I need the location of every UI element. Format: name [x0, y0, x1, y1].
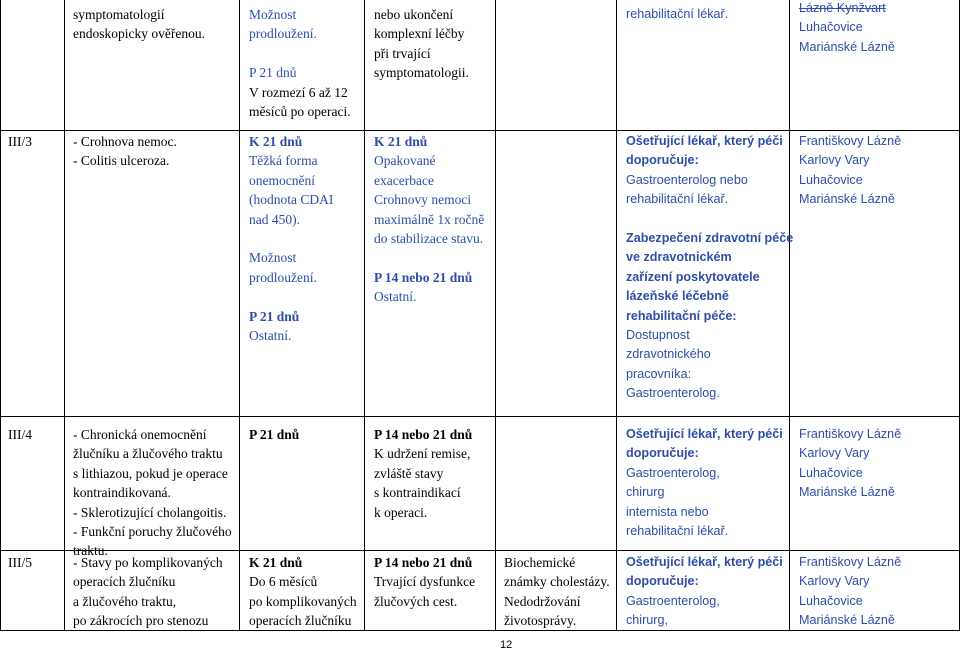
spacer	[249, 229, 333, 248]
iii5-indication-cell	[374, 553, 475, 611]
text-line: prodloužení.	[249, 269, 317, 285]
text-line: doporučuje:	[626, 574, 699, 589]
text-line: pracovníka:	[626, 366, 692, 381]
text-line: známky cholestázy.	[504, 574, 610, 590]
row-code-iii5: III/5	[8, 555, 32, 570]
text-line: P 21 dnů	[249, 427, 300, 442]
text-line: žlučových cest.	[374, 593, 458, 609]
text-line: Nedodržování	[504, 593, 581, 609]
text-line: (hodnota CDAI	[249, 192, 334, 208]
iii4-indication-cell	[374, 425, 472, 522]
text-line: Ošetřující lékař, který péči	[626, 555, 783, 569]
text-line: operacích žlučníku	[73, 574, 176, 590]
top-recommender-cell	[626, 5, 728, 24]
text-line: lázeňské léčebně	[626, 289, 729, 304]
text-line: Možnost	[249, 250, 297, 266]
text-line: nebo ukončení	[374, 7, 454, 22]
text-line: a žlučového traktu,	[73, 593, 177, 609]
text-line: žlučníku a žlučového traktu	[73, 446, 223, 462]
iii3-recommender-cell	[626, 132, 793, 404]
text-line: při trvající	[374, 45, 431, 61]
text-line: rehabilitační lékař.	[626, 524, 729, 539]
text-line: Luhačovice	[799, 593, 863, 608]
iii3-duration-cell	[249, 132, 333, 345]
text-line: po zákrocích pro stenozu	[73, 613, 209, 629]
text-line: onemocnění	[249, 172, 315, 188]
text-line: zvláště stavy	[374, 465, 444, 481]
text-line: Luhačovice	[799, 20, 863, 35]
iii5-contraindication-cell	[504, 553, 610, 631]
top-spa-cell	[799, 0, 895, 57]
text-line: internista nebo	[626, 504, 709, 519]
text-line: životosprávy.	[504, 613, 577, 629]
text-line: ve zdravotnickém	[626, 250, 732, 265]
iii4-recommender-cell	[626, 425, 783, 541]
column-divider	[239, 0, 240, 631]
text-line: Ostatní.	[249, 328, 292, 344]
text-line: Dostupnost	[626, 328, 690, 343]
row-divider	[0, 130, 960, 131]
text-line: P 21 dnů	[249, 308, 300, 324]
spacer	[374, 248, 484, 267]
text-line: Mariánské Lázně	[799, 192, 895, 207]
iii4-spa-cell	[799, 425, 901, 503]
text-line: Františkovy Lázně	[799, 555, 902, 569]
top-indication-cell	[374, 5, 469, 83]
text-line: Opakované	[374, 153, 436, 169]
text-line: chirurg,	[626, 613, 668, 628]
spacer	[249, 44, 351, 63]
table-border-left	[0, 0, 1, 631]
text-line: s lithiazou, pokud je operace	[73, 465, 228, 481]
text-line: - Stavy po komplikovaných	[73, 555, 223, 570]
text-line: - Chronická onemocnění	[73, 427, 207, 442]
text-line: Luhačovice	[799, 172, 863, 187]
text-line: K 21 dnů	[249, 134, 303, 149]
iii5-diagnosis-cell	[73, 553, 223, 631]
text-line: s kontraindikací	[374, 485, 461, 501]
text-line: maximálně 1x ročně	[374, 211, 485, 227]
text-line: měsíců po operaci.	[249, 104, 351, 120]
column-divider	[616, 0, 617, 631]
text-line: Zabezpečení zdravotní péče	[626, 231, 794, 246]
text-line: Mariánské Lázně	[799, 39, 895, 54]
iii4-diagnosis-cell	[73, 425, 232, 561]
text-line: symptomatologii.	[374, 65, 469, 81]
iii4-duration-cell	[249, 425, 299, 444]
page-number: 12	[500, 639, 513, 651]
text-line: Gastroenterolog nebo	[626, 172, 748, 187]
text-line: exacerbace	[374, 172, 434, 188]
text-line: Františkovy Lázně	[799, 427, 902, 441]
iii5-duration-cell	[249, 553, 357, 631]
text-line: Gastroenterolog,	[626, 465, 720, 480]
text-line: nad 450).	[249, 211, 300, 227]
text-line: Mariánské Lázně	[799, 485, 895, 500]
text-line: kontraindikovaná.	[73, 485, 171, 501]
iii3-indication-cell	[374, 132, 484, 307]
text-line: doporučuje:	[626, 446, 699, 461]
text-line: P 21 dnů	[249, 65, 297, 81]
text-line: K udržení remise,	[374, 446, 471, 462]
text-line: P 14 nebo 21 dnů	[374, 427, 473, 442]
column-divider	[495, 0, 496, 631]
row-code-iii3: III/3	[8, 134, 32, 149]
text-line: Mariánské Lázně	[799, 613, 895, 628]
spacer	[626, 210, 793, 229]
text-line: traktu.	[73, 543, 108, 559]
spacer	[249, 287, 333, 306]
text-line: prodloužení.	[249, 26, 317, 42]
text-line: P 14 nebo 21 dnů	[374, 269, 473, 285]
column-divider	[64, 0, 65, 631]
iii3-diagnosis-cell	[73, 132, 177, 171]
text-line: Ošetřující lékař, který péči	[626, 134, 783, 148]
text-line: V rozmezí 6 až 12	[249, 84, 348, 100]
text-line: rehabilitační lékař.	[626, 7, 729, 21]
text-line: Gastroenterolog.	[626, 386, 720, 401]
text-line: K 21 dnů	[374, 134, 428, 149]
text-line: - Colitis ulceroza.	[73, 153, 170, 169]
text-line: chirurg	[626, 485, 665, 500]
iii5-recommender-cell	[626, 553, 783, 631]
text-line: Ostatní.	[374, 289, 417, 305]
text-line: po komplikovaných	[249, 593, 357, 609]
text-line: Ošetřující lékař, který péči	[626, 427, 783, 441]
top-duration-cell	[249, 5, 351, 121]
text-line: Lázně Kynžvart	[799, 1, 886, 15]
top-diagnosis-cell	[73, 5, 205, 44]
text-line: Biochemické	[504, 555, 576, 570]
text-line: zařízení poskytovatele	[626, 269, 760, 284]
text-line: doporučuje:	[626, 153, 699, 168]
text-line: rehabilitační lékař.	[626, 192, 729, 207]
text-line: Karlovy Vary	[799, 446, 870, 461]
text-line: - Funkční poruchy žlučového	[73, 524, 232, 540]
text-line: Těžká forma	[249, 153, 318, 169]
text-line: zdravotnického	[626, 347, 711, 362]
text-line: k operaci.	[374, 504, 428, 520]
column-divider	[364, 0, 365, 631]
iii3-spa-cell	[799, 132, 901, 210]
iii5-spa-cell	[799, 553, 901, 631]
text-line: Do 6 měsíců	[249, 574, 318, 590]
text-line: Luhačovice	[799, 465, 863, 480]
text-line: symptomatologií	[73, 7, 165, 22]
text-line: P 14 nebo 21 dnů	[374, 555, 473, 570]
text-line: - Crohnova nemoc.	[73, 134, 177, 149]
row-divider	[0, 416, 960, 417]
text-line: endoskopicky ověřenou.	[73, 26, 205, 42]
text-line: Trvající dysfunkce	[374, 574, 476, 590]
text-line: Gastroenterolog,	[626, 593, 720, 608]
text-line: - Sklerotizující cholangoitis.	[73, 504, 227, 520]
text-line: Možnost	[249, 7, 297, 22]
text-line: komplexní léčby	[374, 26, 465, 42]
text-line: operacích žlučníku	[249, 613, 352, 629]
text-line: Crohnovy nemoci	[374, 192, 472, 208]
row-code-iii4: III/4	[8, 427, 32, 442]
text-line: Františkovy Lázně	[799, 134, 902, 148]
text-line: Karlovy Vary	[799, 574, 870, 589]
text-line: Karlovy Vary	[799, 153, 870, 168]
text-line: K 21 dnů	[249, 555, 303, 570]
text-line: rehabilitační péče:	[626, 308, 737, 323]
text-line: do stabilizace stavu.	[374, 231, 484, 247]
